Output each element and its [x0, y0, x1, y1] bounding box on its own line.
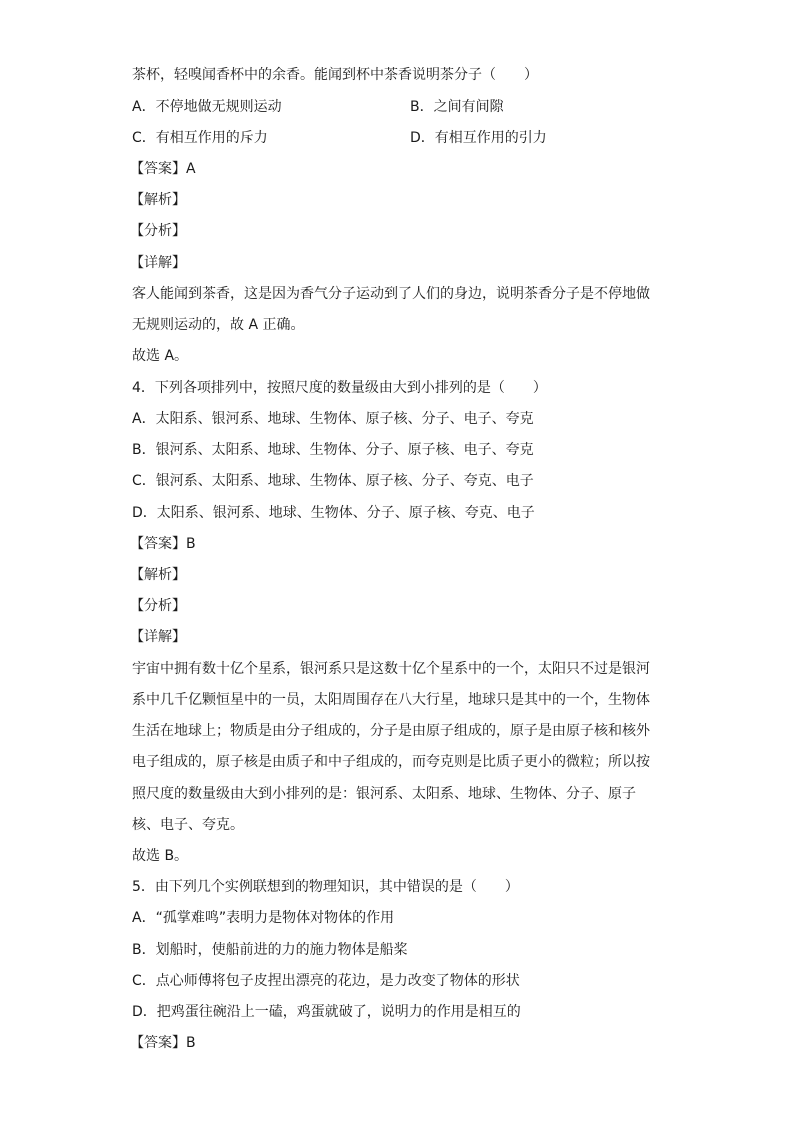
q4-explanation-line: 系中几千亿颗恒星中的一员，太阳周围存在八大行星，地球只是其中的一个，生物体	[132, 692, 650, 708]
q4-conclusion: 故选 B。	[132, 848, 189, 864]
q4-fenxi-heading: 【分析】	[130, 598, 186, 614]
q3-conclusion: 故选 A。	[132, 348, 189, 364]
q5-option-a: A．“孤掌难鸣”表明力是物体对物体的作用	[132, 910, 395, 926]
q5-option-b: B．划船时，使船前进的力的施力物体是船桨	[132, 942, 408, 958]
q3-fenxi-heading: 【分析】	[130, 223, 186, 239]
q3-option-c: C．有相互作用的斥力	[132, 130, 268, 146]
q3-stem: 茶杯，轻嗅闻香杯中的余香。能闻到杯中茶香说明茶分子（ ）	[132, 67, 538, 83]
q5-option-c: C．点心师傅将包子皮捏出漂亮的花边，是力改变了物体的形状	[132, 973, 520, 989]
q4-option-a: A．太阳系、银河系、地球、生物体、原子核、分子、电子、夸克	[132, 411, 534, 427]
q3-detail-heading: 【详解】	[130, 255, 186, 271]
q4-analysis-heading: 【解析】	[130, 567, 186, 583]
q4-option-c: C．银河系、太阳系、地球、生物体、原子核、分子、夸克、电子	[132, 473, 534, 489]
q4-explanation-line: 核、电子、夸克。	[132, 817, 244, 833]
q5-answer: 【答案】B	[130, 1035, 196, 1051]
q3-explanation-line: 客人能闻到茶香，这是因为香气分子运动到了人们的身边，说明茶香分子是不停地做	[132, 286, 650, 302]
q4-option-b: B．银河系、太阳系、地球、生物体、分子、原子核、电子、夸克	[132, 442, 534, 458]
q5-option-d: D．把鸡蛋往碗沿上一磕，鸡蛋就破了，说明力的作用是相互的	[132, 1004, 521, 1020]
q4-explanation-line: 宇宙中拥有数十亿个星系，银河系只是这数十亿个星系中的一个，太阳只不过是银河	[132, 661, 650, 677]
q4-option-d: D．太阳系、银河系、地球、生物体、分子、原子核、夸克、电子	[132, 505, 535, 521]
q5-stem: 5．由下列几个实例联想到的物理知识，其中错误的是（ ）	[132, 879, 519, 895]
q3-analysis-heading: 【解析】	[130, 192, 186, 208]
q3-answer: 【答案】A	[130, 161, 196, 177]
q4-detail-heading: 【详解】	[130, 629, 186, 645]
q3-option-a: A．不停地做无规则运动	[132, 99, 282, 115]
q4-explanation-line: 生活在地球上；物质是由分子组成的，分子是由原子组成的，原子是由原子核和核外	[132, 723, 650, 739]
q4-answer: 【答案】B	[130, 536, 196, 552]
q4-stem: 4．下列各项排列中，按照尺度的数量级由大到小排列的是（ ）	[132, 380, 547, 396]
q3-explanation-line: 无规则运动的，故 A 正确。	[132, 317, 305, 333]
q4-explanation-line: 电子组成的，原子核是由质子和中子组成的，而夸克则是比质子更小的微粒；所以按	[132, 754, 650, 770]
q3-option-d: D．有相互作用的引力	[410, 130, 547, 146]
q3-option-b: B．之间有间隙	[410, 99, 504, 115]
q4-explanation-line: 照尺度的数量级由大到小排列的是：银河系、太阳系、地球、生物体、分子、原子	[132, 786, 636, 802]
